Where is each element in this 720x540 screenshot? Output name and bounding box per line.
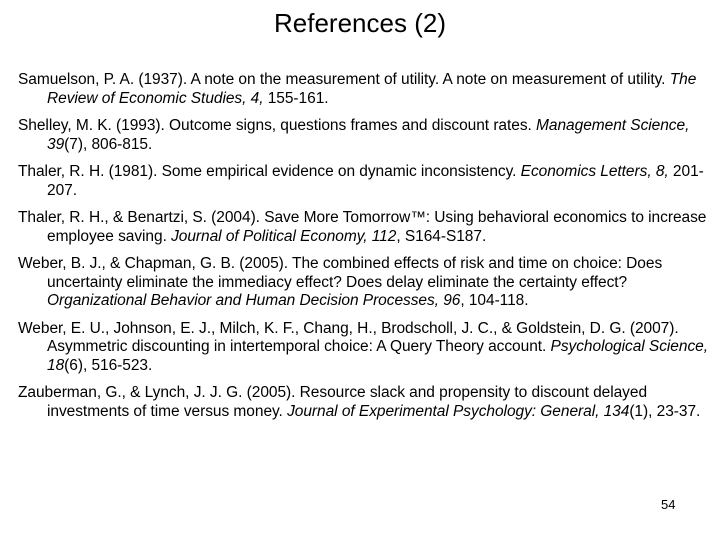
slide-title: References (2) [274,8,446,38]
reference-source-italic: Management Science, 39 [47,117,690,153]
page-number: 54 [661,497,676,512]
reference-item [18,71,718,108]
reference-text: Weber, B. J., & Chapman, G. B. (2005). The combined effects of risk and time on choice: Does uncertainty eliminate the immediacy effect? Does delay eliminate the certainty effect? [18,255,663,291]
reference-text: Shelley, M. K. (1993). Outcome signs, questions frames and discount rates. [18,117,537,134]
reference-source-italic: Organizational Behavior and Human Decision Processes, 96 [47,292,461,309]
reference-item [18,209,718,246]
reference-item [18,384,718,421]
reference-text: Thaler, R. H., & Benartzi, S. (2004). Save More Tomorrow™: Using behavioral economics to increase employee saving. [18,209,707,245]
reference-text: (1), 23-37. [629,402,701,420]
reference-item [18,255,718,311]
reference-source-italic: Journal of Experimental Psychology: General, 134 [287,402,630,420]
reference-source-italic: Psychological Science, 18 [47,338,708,374]
reference-text: , 104-118. [460,292,529,309]
reference-source-italic: Economics Letters, 8, [520,163,669,180]
reference-text: (7), 806-815. [64,135,153,153]
reference-text: 155-161. [263,89,329,107]
reference-item [18,163,718,200]
reference-source-italic: The Review of Economic Studies, 4, [47,71,697,107]
reference-item [18,320,718,376]
reference-text: Samuelson, P. A. (1937). A note on the measurement of utility. A note on measurement of utility. [18,71,670,88]
reference-text: 201-207. [47,163,704,199]
reference-item [18,117,718,154]
reference-text: (6), 516-523. [64,356,153,374]
reference-text: Weber, E. U., Johnson, E. J., Milch, K. F., Chang, H., Brodscholl, J. C., & Goldstein, D. G. (2007). Asymmetric discounting in intertemporal choice: A Query Theory account. [18,319,679,355]
reference-text: Thaler, R. H. (1981). Some empirical evidence on dynamic inconsistency. [18,163,521,180]
reference-text: , S164-S187. [396,227,487,245]
reference-text: Zauberman, G., & Lynch, J. J. G. (2005). Resource slack and propensity to discount delayed investments of time versus money. [18,384,648,420]
reference-list [18,71,718,430]
reference-source-italic: Journal of Political Economy, 112 [171,227,397,245]
